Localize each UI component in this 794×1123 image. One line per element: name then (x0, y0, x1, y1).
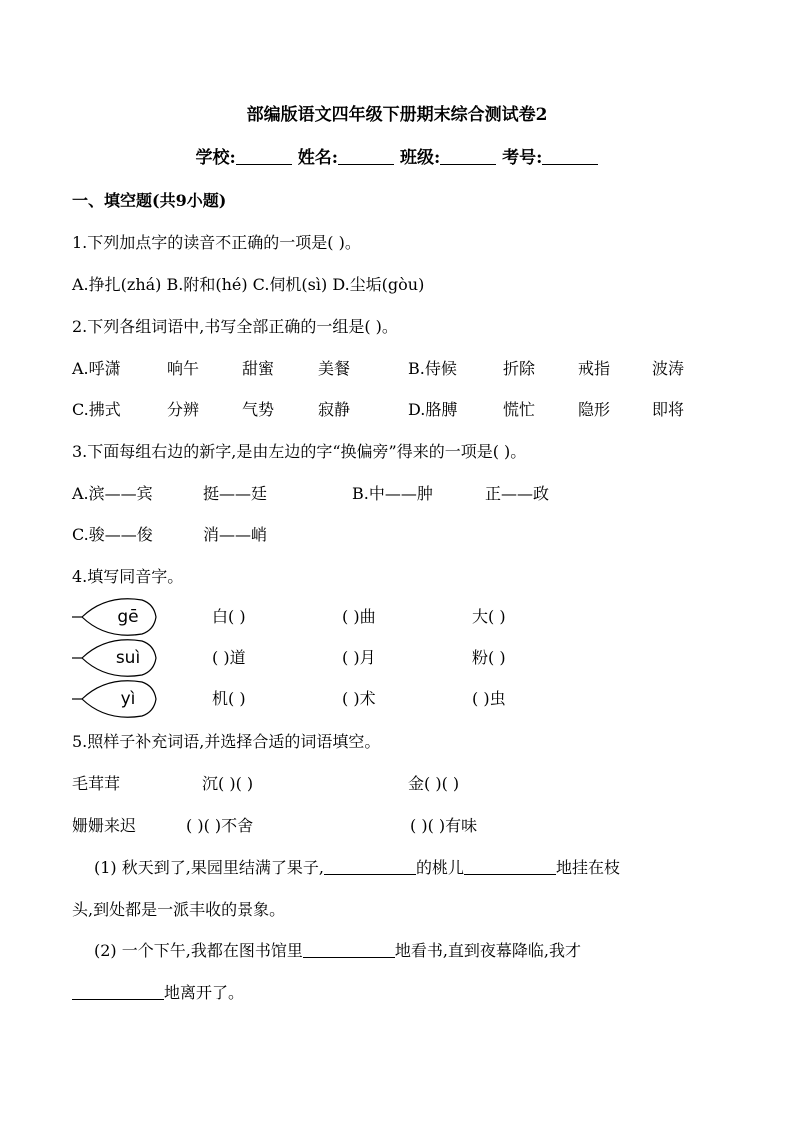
name-blank[interactable] (338, 148, 394, 165)
school-blank[interactable] (236, 148, 292, 165)
option-word: 气势 (242, 400, 275, 419)
pinyin-text: suì (115, 648, 141, 668)
sentence-text: 地离开了。 (164, 983, 245, 1002)
fill-item[interactable]: 粉( ) (472, 648, 506, 667)
question-1-stem: 1.下列加点字的读音不正确的一项是( )。 (72, 233, 361, 252)
pinyin-leaf (72, 596, 162, 638)
question-4-stem: 4.填写同音字。 (72, 567, 184, 586)
option-word: A.呼潇 (72, 359, 121, 378)
sentence-text: 地挂在枝 (555, 858, 620, 877)
answer-blank[interactable] (464, 858, 556, 875)
fill-item[interactable]: 金( )( ) (408, 774, 460, 793)
sentence-1-line-2: 头,到处都是一派丰收的景象。 (72, 900, 286, 919)
pinyin-text: yì (120, 689, 136, 709)
question-2-stem: 2.下列各组词语中,书写全部正确的一组是( )。 (72, 317, 398, 336)
option-word: 美餐 (318, 359, 351, 378)
option-word: 慌忙 (503, 400, 536, 419)
fill-item[interactable]: 大( ) (472, 607, 506, 626)
option-word: B.侍候 (408, 359, 457, 378)
answer-blank[interactable] (324, 858, 416, 875)
fill-item[interactable]: ( )术 (342, 689, 376, 708)
fill-item[interactable]: ( )虫 (472, 689, 506, 708)
exam-no-label: 考号: (502, 148, 543, 168)
page-title: 部编版语文四年级下册期末综合测试卷2 (246, 105, 548, 125)
name-label: 姓名: (297, 148, 339, 168)
fill-item[interactable]: ( )曲 (342, 607, 376, 626)
answer-blank[interactable] (303, 941, 395, 958)
example-word: 毛茸茸 (72, 774, 121, 793)
option-word: 戒指 (578, 359, 611, 378)
fill-item[interactable]: 白( ) (212, 607, 246, 626)
student-info-line (0, 147, 794, 169)
option-word: 甜蜜 (242, 359, 275, 378)
option-word: D.胳膊 (408, 400, 458, 419)
school-label: 学校: (195, 148, 236, 168)
option-pair: A.滨——宾 (72, 484, 153, 503)
fill-item[interactable]: ( )( )不舍 (186, 816, 254, 835)
option-word: C.拂式 (72, 400, 121, 419)
option-pair: C.骏——俊 (72, 525, 153, 544)
option-pair: 正——政 (485, 484, 550, 503)
fill-item[interactable]: ( )( )有味 (410, 816, 478, 835)
sentence-1-line-1 (94, 857, 620, 879)
option-word: 即将 (652, 400, 685, 419)
option-word: 分辨 (167, 400, 200, 419)
question-1-options: A.挣扎(zhá) B.附和(hé) C.伺机(sì) D.尘垢(gòu) (72, 275, 425, 294)
question-3-stem: 3.下面每组右边的新字,是由左边的字“换偏旁”得来的一项是( )。 (72, 442, 527, 461)
pinyin-text: gē (117, 607, 139, 627)
sentence-text: 地看书,直到夜幕降临,我才 (394, 941, 582, 960)
option-word: 波涛 (652, 359, 685, 378)
option-word: 响午 (167, 359, 200, 378)
sentence-text: 的桃儿 (415, 858, 464, 877)
option-pair: 挺——廷 (203, 484, 268, 503)
example-word: 姗姗来迟 (72, 816, 137, 835)
answer-blank[interactable] (72, 983, 164, 1000)
fill-item[interactable]: ( )月 (342, 648, 376, 667)
fill-item[interactable]: 沉( )( ) (202, 774, 254, 793)
fill-item[interactable]: ( )道 (212, 648, 246, 667)
option-word: 折除 (503, 359, 536, 378)
class-blank[interactable] (440, 148, 496, 165)
sentence-2-line-2 (72, 982, 244, 1004)
pinyin-leaf (72, 678, 162, 720)
sentence-text: (1) 秋天到了,果园里结满了果子, (94, 858, 324, 877)
option-word: 隐形 (578, 400, 611, 419)
section-heading: 一、填空题(共9小题) (72, 191, 227, 210)
sentence-text: (2) 一个下午,我都在图书馆里 (94, 941, 303, 960)
sentence-2-line-1 (94, 940, 581, 962)
pinyin-leaf (72, 637, 162, 679)
question-5-stem: 5.照样子补充词语,并选择合适的词语填空。 (72, 732, 381, 751)
class-label: 班级: (399, 148, 441, 168)
fill-item[interactable]: 机( ) (212, 689, 246, 708)
option-pair: B.中——肿 (352, 484, 433, 503)
option-word: 寂静 (318, 400, 351, 419)
option-pair: 消——峭 (203, 525, 268, 544)
exam-no-blank[interactable] (542, 148, 598, 165)
